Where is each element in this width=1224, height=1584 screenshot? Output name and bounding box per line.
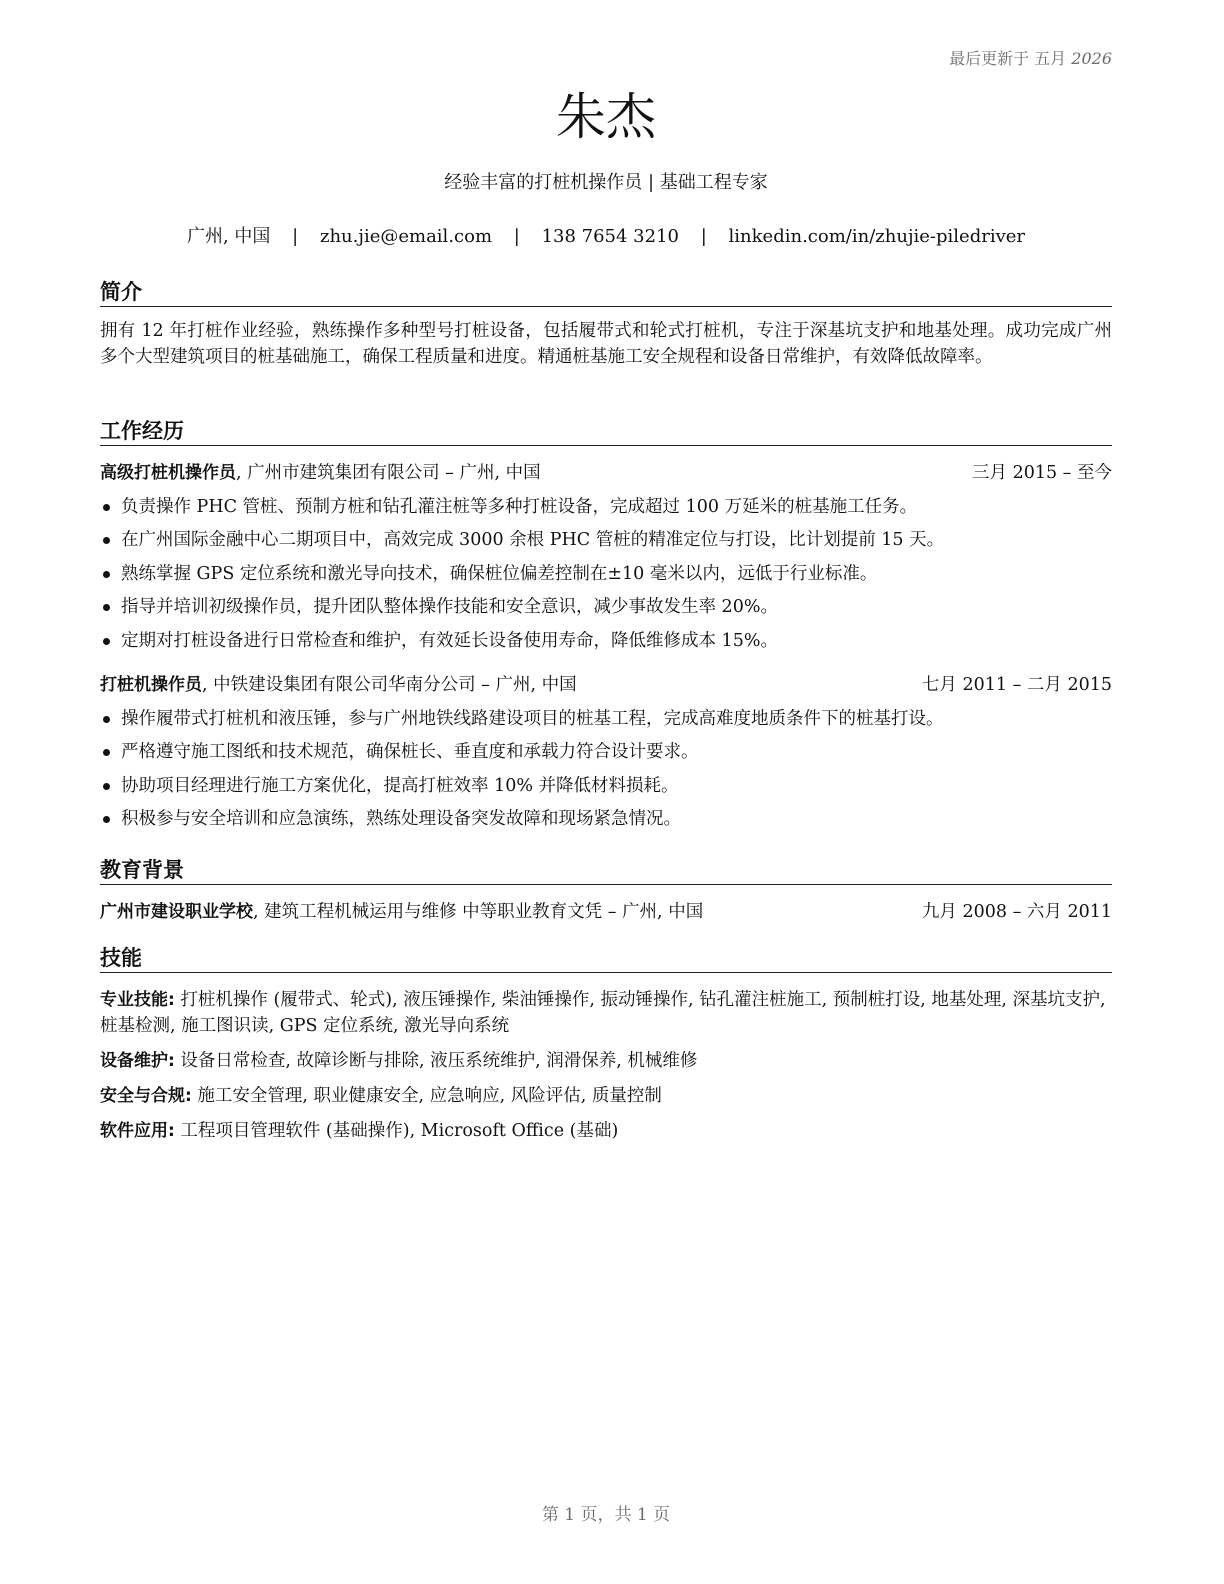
skill-line	[100, 1118, 1112, 1144]
skill-line	[100, 987, 1112, 1039]
job-org: , 中铁建设集团有限公司华南分公司 – 广州, 中国	[202, 674, 577, 695]
summary-text: 拥有 12 年打桩作业经验，熟练操作多种型号打桩设备，包括履带式和轮式打桩机，专注于深基坑支护和地基处理。成功完成广州多个大型建筑项目的桩基础施工，确保工程质量和进度。精通桩基施工安全规程和设备日常维护，有效降低故障率。	[100, 321, 1112, 367]
skills-section	[100, 945, 1112, 1144]
contact-line	[100, 224, 1112, 250]
last-updated-label: 最后更新于 五月	[949, 49, 1067, 68]
contact-separator: |	[292, 226, 299, 247]
education-dates: 九月 2008 – 六月 2011	[921, 902, 1112, 922]
skill-category: 专业技能:	[100, 990, 175, 1010]
summary-heading: 简介	[100, 279, 1112, 307]
skill-category: 软件应用:	[100, 1121, 175, 1141]
job-org: , 广州市建筑集团有限公司 – 广州, 中国	[236, 463, 541, 483]
education-entry	[100, 899, 1112, 925]
job-bullet: 积极参与安全培训和应急演练，熟练处理设备突发故障和现场紧急情况。	[100, 806, 1112, 832]
job-entry	[100, 672, 1112, 832]
education-heading: 教育背景	[100, 857, 1112, 885]
job-bullet: 在广州国际金融中心二期项目中，高效完成 3000 余根 PHC 管桩的精准定位与打设，比计划提前 15 天。	[100, 527, 1112, 553]
contact-separator: |	[513, 226, 520, 247]
job-bullet: 指导并培训初级操作员，提升团队整体操作技能和安全意识，减少事故发生率 20%。	[100, 594, 1112, 620]
summary-section	[100, 279, 1112, 370]
candidate-name: 朱杰	[556, 88, 656, 146]
experience-heading: 工作经历	[100, 418, 1112, 446]
contact-location: 广州, 中国	[186, 226, 271, 247]
job-header	[100, 460, 1112, 486]
skill-line	[100, 1083, 1112, 1109]
job-entry	[100, 460, 1112, 654]
contact-separator: |	[700, 226, 707, 247]
candidate-headline: 经验丰富的打桩机操作员 | 基础工程专家	[444, 172, 768, 193]
job-bullets	[100, 494, 1112, 654]
job-bullet: 负责操作 PHC 管桩、预制方桩和钻孔灌注桩等多种打桩设备，完成超过 100 万延米的桩基施工任务。	[100, 494, 1112, 520]
education-school: 广州市建设职业学校	[100, 902, 253, 922]
job-title-org	[100, 672, 577, 698]
resume-page	[100, 0, 1112, 1584]
page-number-footer: 第 1 页，共 1 页	[541, 1505, 671, 1525]
job-bullets	[100, 706, 1112, 833]
last-updated	[949, 46, 1112, 69]
contact-linkedin-link[interactable]: linkedin.com/in/zhujie-piledriver	[728, 226, 1026, 247]
job-dates: 七月 2011 – 二月 2015	[921, 674, 1112, 695]
contact-phone: 138 7654 3210	[541, 226, 679, 247]
last-updated-year: 2026	[1071, 49, 1112, 68]
job-header	[100, 672, 1112, 698]
skill-line	[100, 1048, 1112, 1074]
skill-category: 安全与合规:	[100, 1086, 192, 1106]
job-role: 打桩机操作员	[100, 674, 202, 695]
education-school-detail	[100, 899, 703, 925]
skill-category: 设备维护:	[100, 1051, 175, 1071]
education-section	[100, 857, 1112, 925]
job-bullet: 定期对打桩设备进行日常检查和维护，有效延长设备使用寿命，降低维修成本 15%。	[100, 628, 1112, 654]
education-detail: , 建筑工程机械运用与维修 中等职业教育文凭 – 广州, 中国	[253, 902, 704, 922]
contact-email-link[interactable]: zhu.jie@email.com	[319, 226, 493, 247]
skill-items: 打桩机操作 (履带式、轮式), 液压锤操作, 柴油锤操作, 振动锤操作, 钻孔灌注桩施工, 预制桩打设, 地基处理, 深基坑支护, 桩基检测, 施工图识读, GPS 定位系统, 激光导向系统	[100, 990, 1106, 1036]
skill-items: 工程项目管理软件 (基础操作), Microsoft Office (基础)	[174, 1121, 619, 1141]
job-title-org	[100, 460, 541, 486]
job-bullet: 操作履带式打桩机和液压锤，参与广州地铁线路建设项目的桩基工程，完成高难度地质条件下的桩基打设。	[100, 706, 1112, 732]
job-dates: 三月 2015 – 至今	[972, 463, 1112, 483]
job-role: 高级打桩机操作员	[100, 463, 236, 483]
skill-items: 施工安全管理, 职业健康安全, 应急响应, 风险评估, 质量控制	[191, 1086, 662, 1106]
experience-section	[100, 418, 1112, 832]
skill-items: 设备日常检查, 故障诊断与排除, 液压系统维护, 润滑保养, 机械维修	[174, 1051, 698, 1071]
job-bullet: 协助项目经理进行施工方案优化，提高打桩效率 10% 并降低材料损耗。	[100, 773, 1112, 799]
skills-heading: 技能	[100, 945, 1112, 973]
job-bullet: 熟练掌握 GPS 定位系统和激光导向技术，确保桩位偏差控制在±10 毫米以内，远低于行业标准。	[100, 561, 1112, 587]
job-bullet: 严格遵守施工图纸和技术规范，确保桩长、垂直度和承载力符合设计要求。	[100, 739, 1112, 765]
